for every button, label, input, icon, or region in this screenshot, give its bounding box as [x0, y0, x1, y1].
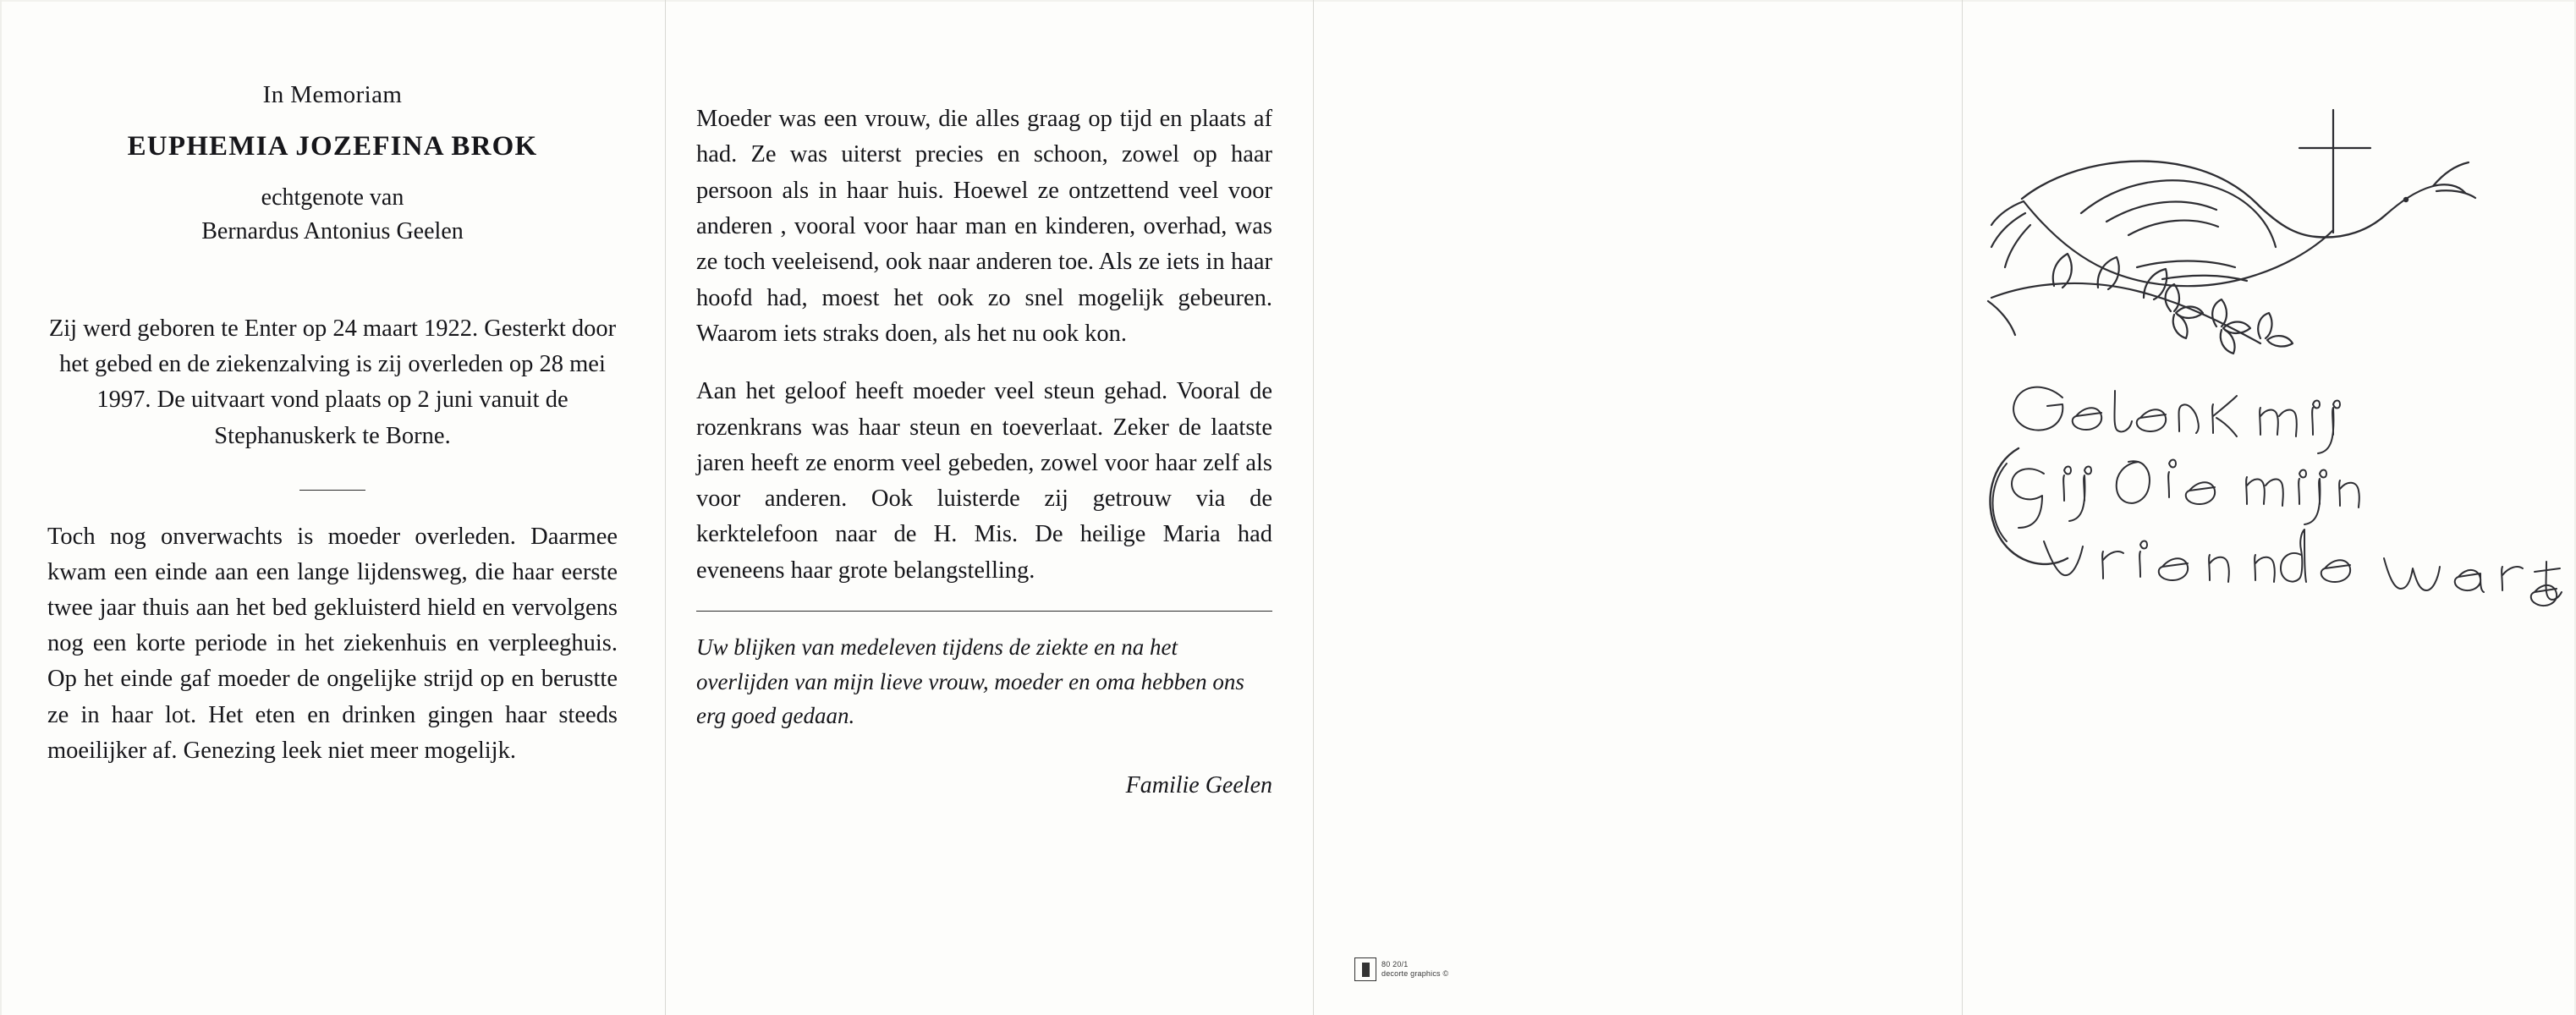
dove-and-cross-illustration	[1963, 0, 2576, 1015]
thanks-text: Uw blijken van medeleven tijdens de ziekte en na het overlijden van mijn lieve vrouw, moeder en oma hebben ons erg goed gedaan.	[696, 634, 1244, 729]
panel-eulogy	[666, 0, 1313, 1015]
section-divider	[299, 490, 365, 491]
calligraphy-block	[1990, 387, 2562, 606]
thanks-divider	[696, 611, 1272, 612]
panel-memoriam	[0, 0, 665, 1015]
deceased-name: EUPHEMIA JOZEFINA BROK	[127, 131, 538, 162]
panel-blank	[1314, 0, 1962, 1015]
birth-and-death-text: Zij werd geboren te Enter op 24 maart 1922. Gesterkt door het gebed en de ziekenzalving is zij overleden op 28 mei 1997. De uitvaart vond plaats op 2 juni vanuit de Stephanuskerk te Borne.	[48, 315, 617, 449]
printer-code: 80 20/1	[1381, 960, 1409, 968]
panel2-paragraph-1: Moeder was een vrouw, die alles graag op tijd en plaats af had. Ze was uiterst precies en schoon, zowel op haar persoon als in haar huis. Hoewel ze ontzettend veel voor anderen , vooral voor haar man en kinderen, overhad, was ze toch veeleisend, ook naar anderen toe. Als ze iets in haar hoofd had, moest het ook zo snel mogelijk gebeuren. Waarom iets straks doen, als het nu ook kon.	[696, 106, 1272, 347]
in-memoriam-label: In Memoriam	[262, 81, 403, 108]
cross-icon	[2299, 110, 2370, 233]
spouse-label: echtgenote van	[261, 184, 404, 211]
artwork-container	[1963, 0, 2576, 1015]
spouse-name: Bernardus Antonius Geelen	[201, 218, 464, 244]
signature-family: Familie Geelen	[1125, 771, 1272, 798]
printer-logo-icon	[1354, 957, 1376, 981]
dove-icon	[1991, 162, 2475, 287]
panel2-paragraph-2: Aan het geloof heeft moeder veel steun gehad. Vooral de rozenkrans was haar steun en toeverlaat. Zeker de laatste jaren heeft ze enorm veel gebeden, zowel voor haar zelf als voor anderen. Ook luisterde zij getrouw via de kerktelefoon naar de H. Mis. De heilige Maria had eveneens haar grote belangstelling.	[696, 378, 1272, 584]
panel1-paragraph-1: Toch nog onverwachts is moeder overleden. Daarmee kwam een einde aan een lange lijdensweg, die haar eerste twee jaar thuis aan het bed gekluisterd hield en vervolgens nog een korte periode in het ziekenhuis en verpleeghuis. Op het einde gaf moeder de ongelijke strijd op en berustte ze in haar lot. Het eten en drinken gingen haar steeds moeilijker af. Genezing leek niet meer mogelijk.	[47, 523, 618, 764]
panel-artwork	[1963, 0, 2576, 1015]
printer-mark	[1354, 957, 1448, 981]
memoriam-heading-block	[47, 81, 618, 245]
printer-text	[1381, 957, 1448, 979]
printer-brand: decorte graphics ©	[1381, 969, 1449, 979]
lily-branch-icon	[1988, 254, 2293, 354]
